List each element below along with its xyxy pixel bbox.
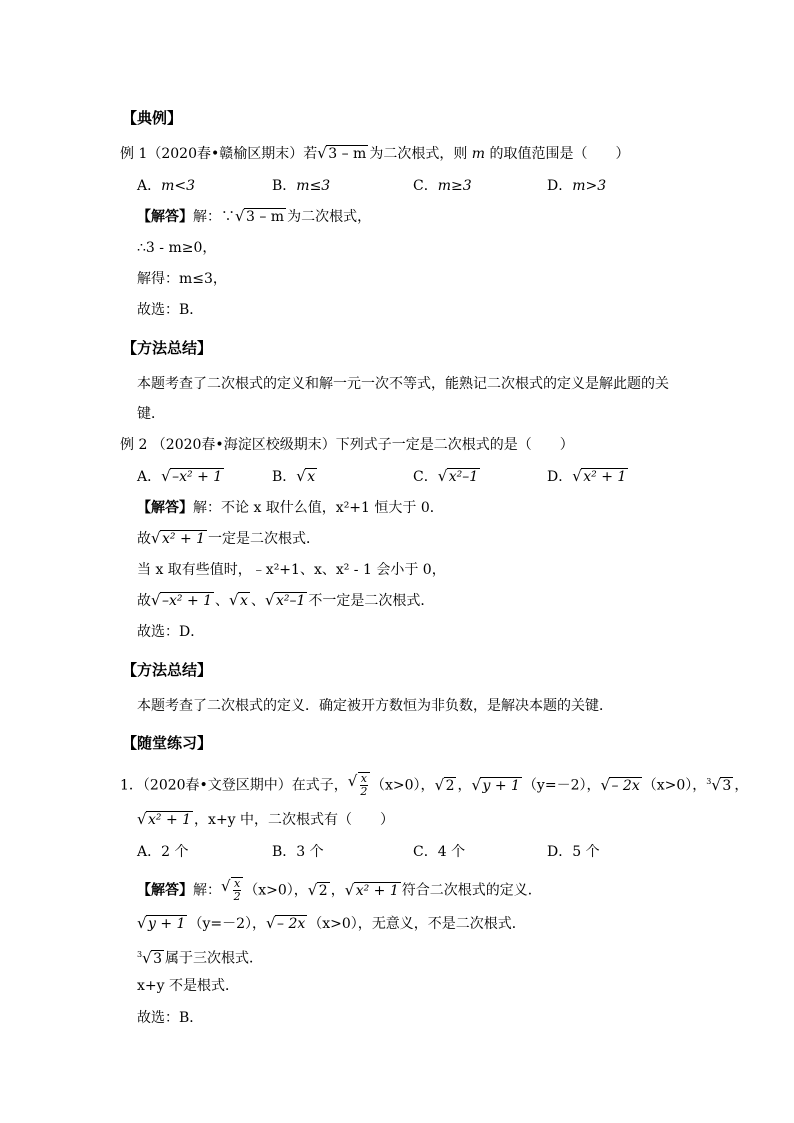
practice1-question-line2: √ x² + 1 ，x+y 中，二次根式有（ ）: [137, 810, 394, 830]
example1-suffix: 为二次根式，则: [369, 146, 468, 162]
method2-text-line1: 本题考查了二次根式的定义．确定被开方数恒为非负数，是解决本题的关键．: [137, 698, 613, 714]
radical: √ 3 – m: [318, 144, 368, 164]
option-b: B．3 个: [272, 844, 324, 860]
example2-answer-line2: 故√ x² + 1 一定是二次根式．: [137, 529, 320, 549]
option-c: C．m≥3: [413, 178, 472, 194]
section-header-practice: 【随堂练习】: [122, 734, 213, 752]
section-header-method2: 【方法总结】: [122, 661, 213, 679]
example1-end: 的取值范围是（ ）: [489, 146, 630, 162]
section-header-example: 【典例】: [122, 109, 183, 127]
example1-prefix: 例 1（2020春•赣榆区期末）若: [120, 146, 318, 162]
option-d: D．√ x² + 1: [547, 467, 629, 487]
example1-answer-line1: 【解答】解：∵√ 3 – m 为二次根式，: [137, 207, 371, 227]
option-b: B．√ x: [272, 467, 318, 487]
practice1-answer-line4: x+y 不是根式．: [137, 978, 239, 994]
example2-answer-line3: 当 x 取有些值时，﹣x²+1、x、x² - 1 会小于 0，: [137, 562, 446, 578]
practice1-question-line1: 1．（2020春•文登区期中）在式子， √ $\frac{x}{2}$ （x>0），√ 2 ，√ y + 1 （y=－2），√ – 2x （x>0），$^3$√ 3 ，: [120, 772, 748, 798]
option-d: D．5 个: [547, 844, 600, 860]
method1-text-line1: 本题考查了二次根式的定义和解一元一次不等式，能熟记二次根式的定义是解此题的关: [137, 376, 669, 392]
option-a: A．m<3: [137, 178, 196, 194]
example2-answer-line1: 【解答】解：不论 x 取什么值，x²+1 恒大于 0．: [137, 500, 444, 516]
example1-answer-line2: ∴3 - m≥0，: [137, 240, 217, 256]
answer-tag: 【解答】: [137, 500, 193, 516]
option-c: C．√ x²–1: [413, 467, 481, 487]
practice1-answer-line5: 故选：B．: [137, 1010, 204, 1026]
answer-tag: 【解答】: [137, 882, 193, 899]
option-a: A．√ –x² + 1: [137, 467, 225, 487]
option-d: D．m>3: [547, 178, 607, 194]
example1-answer-line3: 解得：m≤3，: [137, 271, 227, 287]
practice1-answer-line1: 【解答】解： √ $\frac{x}{2}$ （x>0），√ 2 ，√ x² + 1 符合二次根式的定义．: [137, 877, 542, 903]
option-a: A．2 个: [137, 844, 189, 860]
method1-text-line2: 键．: [137, 406, 165, 422]
option-b: B．m≤3: [272, 178, 331, 194]
example2-question: 例 2 （2020春•海淀区校级期末）下列式子一定是二次根式的是（ ）: [120, 437, 574, 453]
example1-question: [120, 144, 630, 164]
section-header-method1: 【方法总结】: [122, 339, 213, 357]
practice1-answer-line2: √ y + 1 （y=－2），√ – 2x （x>0），无意义，不是二次根式．: [137, 914, 526, 934]
radical: √ 3 – m: [236, 207, 286, 227]
variable-m: m: [471, 146, 486, 162]
practice1-answer-line3: $^3$√ 3 属于三次根式．: [137, 945, 263, 969]
example1-answer-line4: 故选：B．: [137, 302, 204, 318]
answer-tag: 【解答】: [137, 209, 193, 225]
example2-answer-line5: 故选：D．: [137, 624, 205, 640]
example2-answer-line4: 故√ –x² + 1 、√ x 、√ x²–1 不一定是二次根式．: [137, 591, 434, 611]
option-c: C．4 个: [413, 844, 466, 860]
